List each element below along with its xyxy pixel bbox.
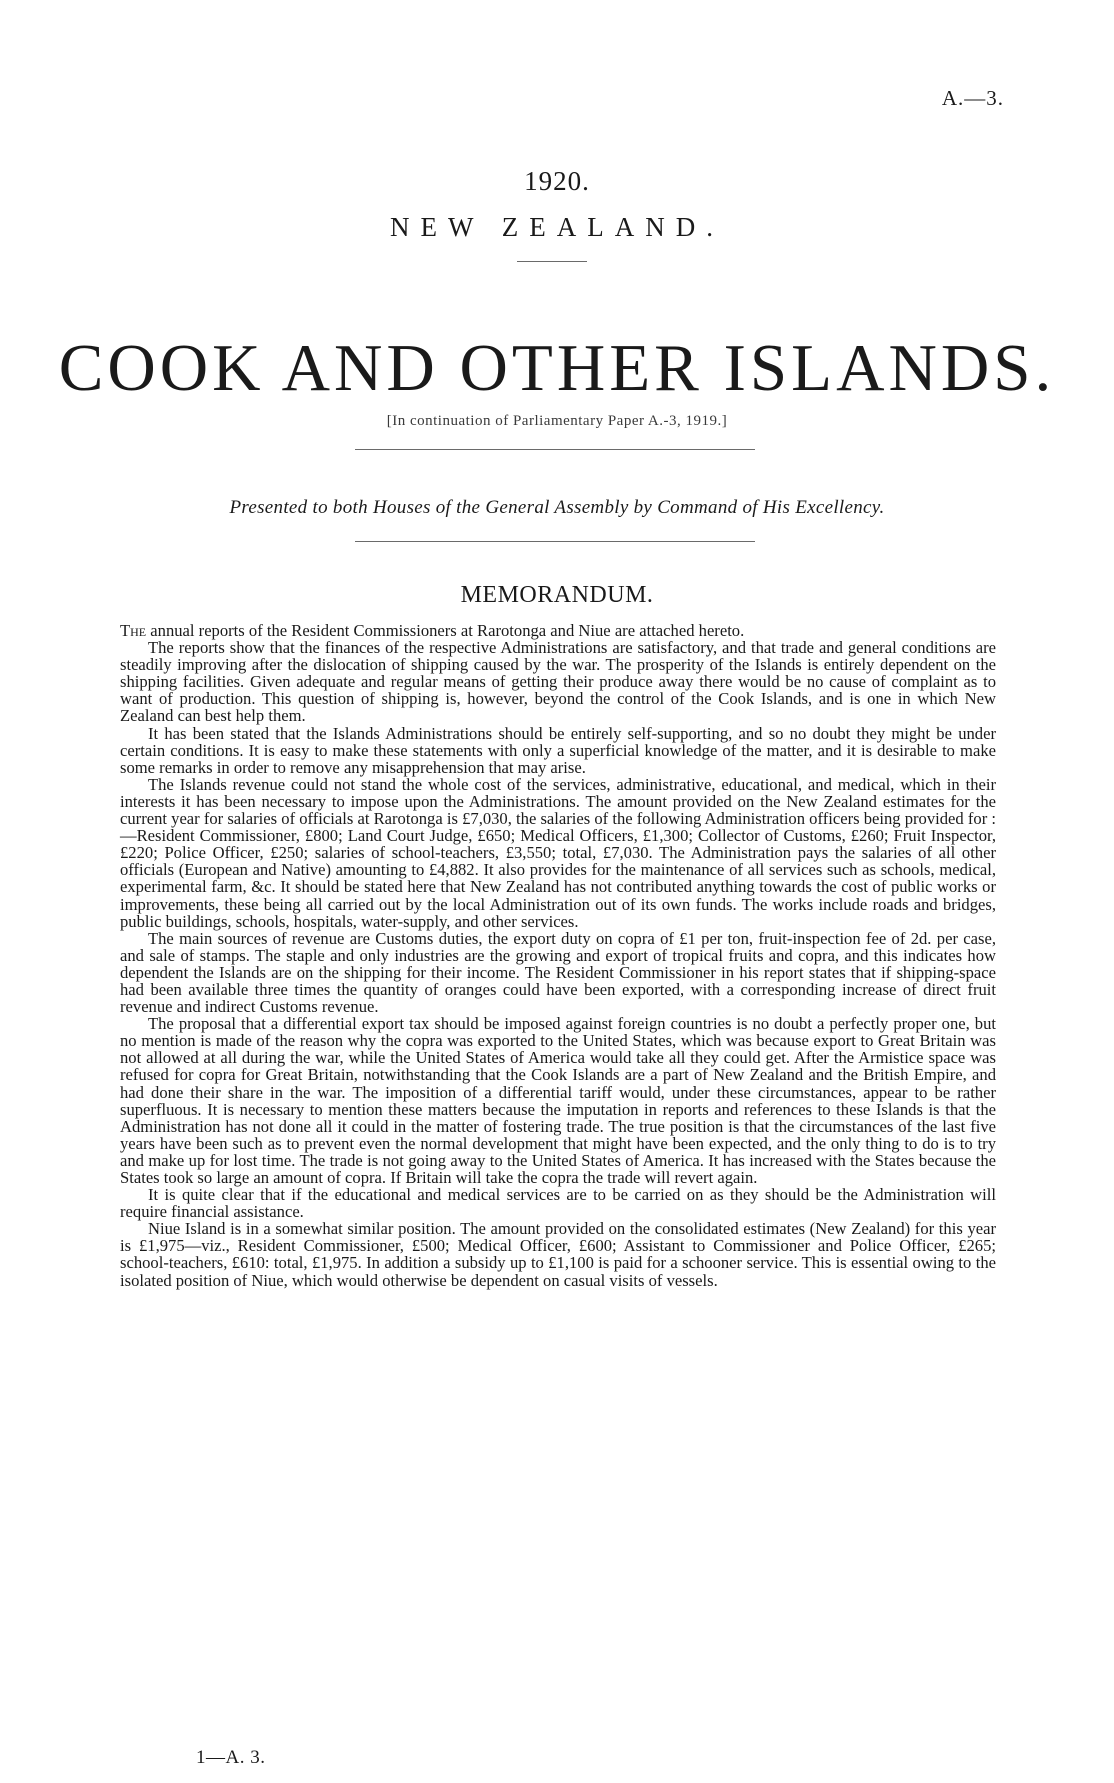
page-identifier: A.—3. (941, 86, 1004, 110)
paragraph-5: The main sources of revenue are Customs duties, the export duty on copra of £1 per ton, fruit-inspection fee of 2d. per case, and sale of stamps. The staple and only industries are the growing and export of tropical fruits and copra, and this indicates how dependent the Islands are on the shipping for their income. The Resident Commissioner in his report states that if shipping-space had been available three times the quantity of oranges could have been exported, with a corresponding increase of direct fruit revenue and indirect Customs revenue. (120, 928, 996, 1017)
presented-line: Presented to both Houses of the General Assembly by Command of His Excellency. (229, 497, 885, 518)
paragraph-7: It is quite clear that if the educational and medical services are to be carried on as they should be the Administration will require financial assistance. (120, 1185, 996, 1222)
paragraph-1-text: annual reports of the Resident Commissioners at Rarotonga and Niue are attached hereto. (146, 621, 745, 640)
paragraph-4: The Islands revenue could not stand the whole cost of the services, administrative, educational, and medical, which in their interests it has been necessary to impose upon the Administrations. The amount provided on the New Zealand estimates for the current year for salaries of officials at Rarotonga is £7,030, the salaries of the following Administration officers being provided for :—Resident Commissioner, £800; Land Court Judge, £650; Medical Officers, £1,300; Collector of Customs, £260; Fruit Inspector, £220; Police Officer, £250; salaries of school-teachers, £3,550; total, £7,030. The Administration pays the salaries of all other officials (European and Native) amounting to £4,882. It also provides for the maintenance of all services such as schools, medical, experimental farm, &c. It should be stated here that New Zealand has not contributed anything towards the cost of public works or improvements, these being all carried out by the local Administration out of its own funds. The works include roads and bridges, public buildings, schools, hospitals, water-supply, and other services. (120, 774, 996, 931)
paragraph-8: Niue Island is in a somewhat similar position. The amount provided on the consolidated estimates (New Zealand) for this year is £1,975—viz., Resident Commissioner, £500; Medical Officer, £600; Assistant to Commissioner and Police Officer, £265; school-teachers, £610: total, £1,975. In addition a subsidy up to £1,100 is paid for a schooner service. This is essential owing to the isolated position of Niue, which would otherwise be dependent on casual visits of vessels. (120, 1219, 996, 1290)
main-title: COOK AND OTHER ISLANDS. (58, 331, 1056, 405)
paragraph-3: It has been stated that the Islands Administrations should be entirely self-supporting, and so no doubt they might be under certain conditions. It is easy to make these statements with only a superficial knowledge of the matter, and it is desirable to make some remarks in order to remove any misapprehension that may arise. (120, 723, 996, 777)
rule-lower (355, 541, 755, 542)
memorandum-body (120, 622, 996, 1289)
memorandum-heading: MEMORANDUM. (460, 582, 654, 608)
paragraph-1-lead: The (120, 621, 147, 640)
signature-mark: 1—A. 3. (196, 1747, 266, 1768)
continuation-note: [In continuation of Parliamentary Paper A.-3, 1919.] (386, 413, 728, 429)
country-heading: NEW ZEALAND. (390, 212, 724, 242)
paragraph-1 (120, 622, 996, 639)
paragraph-6: The proposal that a differential export tax should be imposed against foreign countries is no doubt a perfectly proper one, but no mention is made of the reason why the copra was exported to the United States, which was because export to Great Britain was not allowed at all during the war, while the United States of America would take all they could get. After the Armistice space was refused for copra for Great Britain, notwithstanding that the Cook Islands are a part of New Zealand and the British Empire, and had done their share in the war. The imposition of a differential tariff would, under these circumstances, appear to be rather superfluous. It is necessary to mention these matters because the imputation in reports and references to these Islands is that the Administration has not done all it could in the matter of fostering trade. The true position is that the circumstances of the last five years have been such as to prevent even the normal development that might have been expected, and the only thing to do is to try and make up for lost time. The trade is not going away to the United States of America. It has increased with the States because the States took so large an amount of copra. If Britain will take the copra the trade will revert again. (120, 1014, 996, 1187)
rule-short (517, 261, 587, 262)
rule-upper (355, 449, 755, 450)
paragraph-2: The reports show that the finances of the respective Administrations are satisfactory, and that trade and general conditions are steadily improving after the dislocation of shipping caused by the war. The prosperity of the Islands is entirely dependent on the shipping facilities. Given adequate and regular means of getting their produce away there would be no cause of complaint as to want of production. This question of shipping is, however, beyond the control of the Cook Islands, and is one in which New Zealand can best help them. (120, 638, 996, 726)
document-year: 1920. (524, 166, 590, 196)
